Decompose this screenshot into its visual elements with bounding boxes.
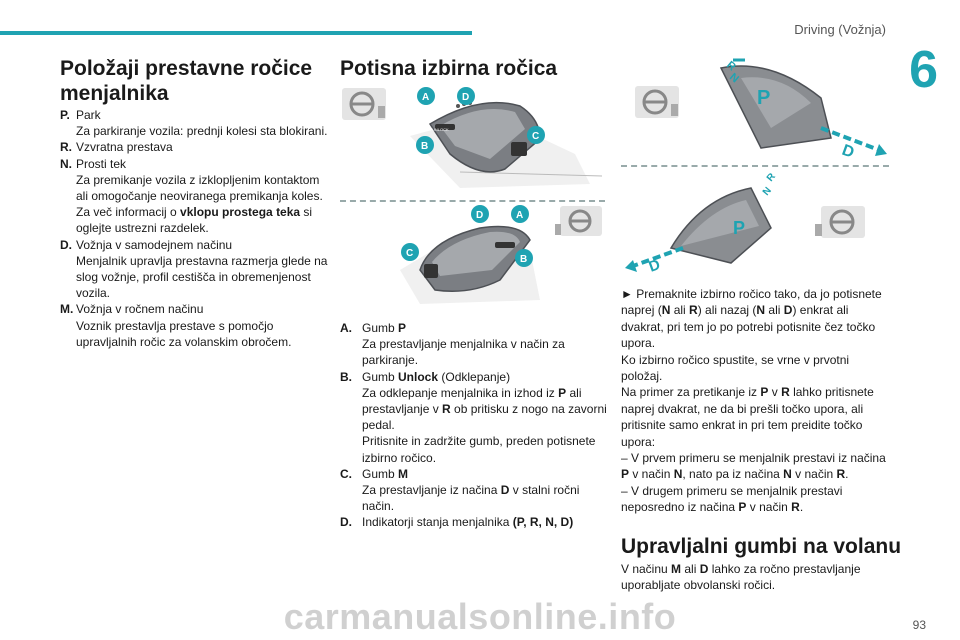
list-item-d-indicators: D. Indikatorji stanja menjalnika (P, R, N, D): [340, 515, 574, 530]
selector-button-list: [340, 320, 608, 531]
svg-text:A: A: [516, 210, 524, 221]
list-item-c: C. Gumb M Za prestavljanje iz načina D v stalni ročni način.: [340, 466, 580, 514]
gear-letter-n: N: [760, 185, 774, 198]
badge-b: [515, 249, 533, 267]
selector-illustration-rhd: [380, 200, 605, 308]
list-item-r: R. Vzvratna prestava: [60, 140, 173, 155]
svg-text:D: D: [476, 210, 484, 221]
badge-a: [511, 205, 529, 223]
list-item-p: P. Park Za parkiranje vozila: prednji kolesi sta blokirani.: [60, 108, 328, 139]
steering-wheel-icon: [555, 206, 602, 236]
list-item-n: N. Prosti tek Za premikanje vozila z izklopljenim kontaktom ali omogočanje neoviranega premikanja koles. Za več informacij o vklopu prostega teka si oglejte ustrezni razdelek.: [60, 156, 323, 236]
steering-wheel-icon: [635, 86, 679, 118]
watermark: carmanualsonline.info: [283, 596, 677, 637]
badge-d: [471, 205, 489, 223]
header-title: Driving (Vožnja): [794, 22, 886, 37]
svg-text:C: C: [406, 248, 414, 259]
steering-controls-text: V načinu M ali D lahko za ročno prestavljanje uporabljate obvolanski ročici.: [621, 562, 861, 593]
gear-letter-p: P: [733, 218, 746, 238]
section-heading-push-selector: Potisna izbirna ročica: [340, 57, 558, 80]
instructions-text: ► Premaknite izbirno ročico tako, da jo potisnete naprej (N ali R) ali nazaj (N ali D) enkrat ali dvakrat, pri tem jo po potrebi potisnite čez točko upora. Ko izbirno ročico spustite, se vrne v prvotni položaj. Na primer za pretikanje iz P v R lahko pritisnete naprej dvakrat, ne da bi prešli točko upora, ali pritisnite samo enkrat in pri tem preidite točko upora: – V prvem primeru se menjalnik prestavi iz načina P v način N, nato pa iz načina N v način R. – V drugem primeru se menjalnik prestavi neposredno iz načina P v način R.: [621, 287, 886, 515]
badge-d: [457, 87, 475, 105]
badge-a: [417, 87, 435, 105]
gear-letter-d: D: [646, 256, 663, 276]
gear-letter-r: R: [764, 171, 778, 184]
page-number: 93: [912, 618, 926, 632]
selector-movement-illustration-1: [621, 58, 889, 162]
list-item-d: D. Vožnja v samodejnem načinu Menjalnik upravlja prestavna razmerja glede na slog vožnje, profil cestišča in obremenjenost vozila.: [60, 237, 328, 301]
section-heading-positions: Položaji prestavne ročice menjalnika: [60, 57, 313, 105]
gear-position-list: [60, 107, 330, 350]
svg-text:D: D: [462, 92, 470, 103]
badge-c: [401, 243, 419, 261]
header-accent-bar: [0, 31, 472, 35]
svg-text:B: B: [421, 141, 429, 152]
steering-wheel-icon: [815, 206, 865, 238]
badge-b: [416, 136, 434, 154]
divider-dashed: [621, 165, 889, 167]
svg-text:UNLOCK: UNLOCK: [432, 127, 449, 132]
list-item-m: M. Vožnja v ročnem načinu Voznik prestavlja prestave s pomočjo upravljalnih ročic za volanskim obročem.: [60, 302, 292, 349]
gear-letter-n: N: [727, 71, 741, 86]
link-freewheel: vklopu prostega teka: [180, 205, 301, 220]
selector-movement-illustration-2: [621, 168, 889, 276]
section-heading-steering-controls: Upravljalni gumbi na volanu: [621, 535, 902, 558]
steering-wheel-icon: [342, 88, 386, 120]
gear-letter-d: D: [839, 141, 857, 162]
chapter-number: 6: [909, 41, 938, 99]
badge-c: [527, 126, 545, 144]
list-item-b: B. Gumb Unlock (Odklepanje) Za odklepanje menjalnika in izhod iz P ali prestavljanje v R ob pritisku z nogo na zavorni pedal. Pritisnite in zadržite gumb, preden potisnete izbirno ročico.: [340, 369, 607, 465]
svg-text:A: A: [422, 92, 430, 103]
gear-letter-r: R: [724, 59, 738, 74]
svg-text:B: B: [520, 254, 528, 265]
svg-text:C: C: [532, 131, 540, 142]
list-item-a: A. Gumb P Za prestavljanje menjalnika v način za parkiranje.: [340, 321, 565, 368]
gear-letter-p: P: [757, 87, 771, 109]
selector-illustration-lhd: [340, 84, 605, 196]
